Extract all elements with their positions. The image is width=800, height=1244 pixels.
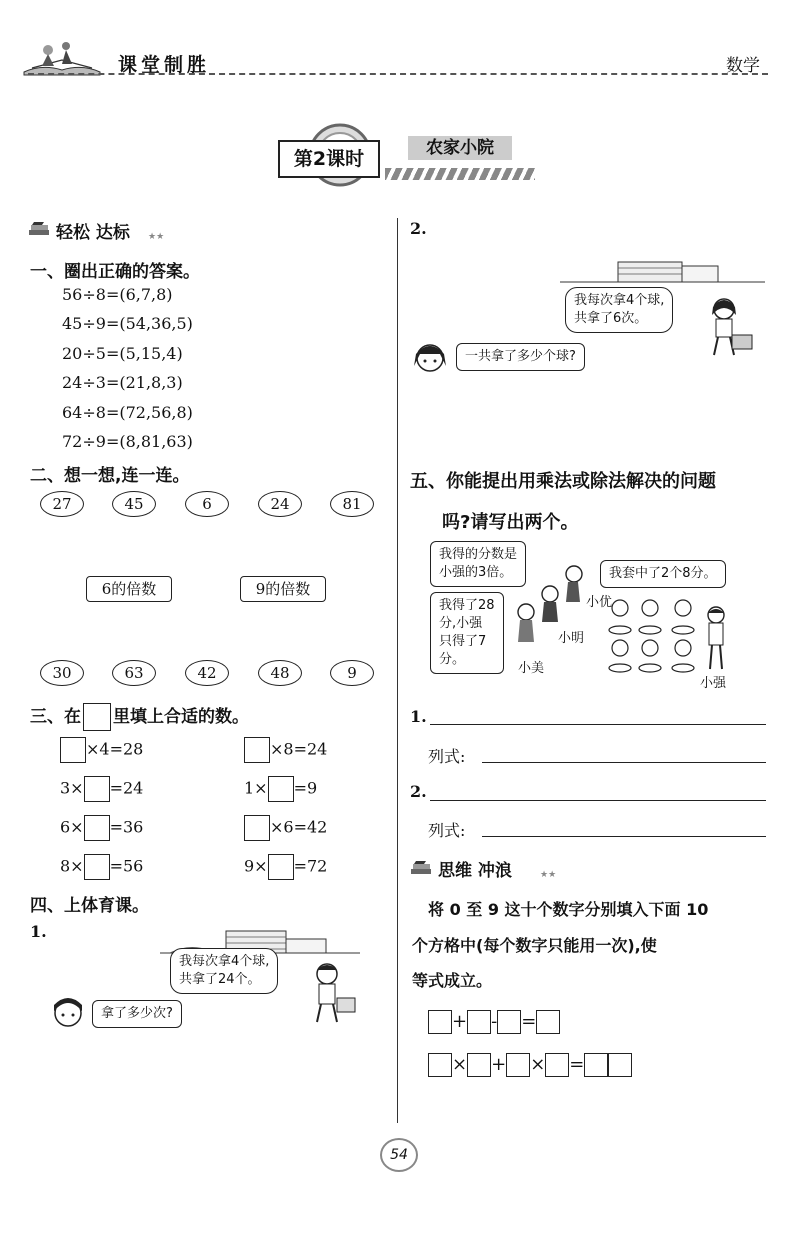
match-number-bottom[interactable]: 63 [112, 660, 156, 686]
bubble-text: 共拿了6次。 [574, 311, 648, 326]
speech-bubble-girl-2 [565, 287, 673, 333]
answer-box[interactable] [84, 815, 110, 841]
girl-face-icon [48, 995, 88, 1031]
subject-label: 数学 [726, 56, 760, 76]
match-number-top[interactable]: 81 [330, 491, 374, 517]
operator: = [521, 1011, 537, 1032]
q3-row-2b [244, 776, 317, 802]
q2-title: 二、想一想,连一连。 [30, 466, 190, 486]
q5-title-2: 吗?请写出两个。 [442, 512, 579, 533]
book-logo-icon [22, 38, 102, 76]
q3-row-1b [244, 737, 327, 763]
name-xiaoming: 小明 [558, 631, 585, 646]
boy-face-icon [408, 340, 452, 376]
column-divider [397, 218, 398, 1123]
puzzle-box[interactable] [428, 1010, 452, 1034]
q1-item: 72÷9=(8,81,63) [62, 432, 193, 451]
puzzle-equation-1 [428, 1010, 560, 1034]
formula-line-2[interactable] [482, 836, 766, 837]
match-number-top[interactable]: 45 [112, 491, 156, 517]
q3-row-1a [60, 737, 143, 763]
formula-label-1: 列式: [428, 747, 466, 766]
operator: = [569, 1054, 585, 1075]
puzzle-box[interactable] [608, 1053, 632, 1077]
decorative-stars-2: ★★ [540, 870, 557, 880]
match-number-top[interactable]: 24 [258, 491, 302, 517]
girl-with-basket-icon [700, 295, 755, 361]
example-box [83, 703, 111, 731]
q1-item: 24÷3=(21,8,3) [62, 373, 183, 392]
lesson-number: 第2课时 [278, 140, 380, 178]
header-logo [22, 38, 102, 76]
decorative-stripes [385, 168, 535, 180]
answer-box[interactable] [84, 854, 110, 880]
operator: + [452, 1011, 468, 1032]
answer-box[interactable] [84, 776, 110, 802]
match-number-bottom[interactable]: 30 [40, 660, 84, 686]
speech-bubble-score-3 [430, 592, 504, 674]
bubble-text: 分,小强 [439, 616, 483, 631]
answer-box[interactable] [268, 776, 294, 802]
decorative-stars: ★★ [148, 232, 165, 242]
q3-row-3a [60, 815, 143, 841]
speech-bubble-boy [170, 948, 278, 994]
bubble-text: 共拿了24个。 [179, 972, 261, 987]
formula-label-2: 列式: [428, 821, 466, 840]
q3-row-3b [244, 815, 327, 841]
puzzle-text-3: 等式成立。 [412, 971, 493, 990]
books-icon [28, 221, 50, 237]
bubble-text: 我每次拿4个球, [574, 293, 665, 308]
puzzle-text-2: 个方格中(每个数字只能用一次),使 [412, 936, 657, 955]
puzzle-box[interactable] [497, 1010, 521, 1034]
answer-number-2: 2. [410, 782, 427, 801]
q3-title-prefix: 三、在 [30, 707, 81, 727]
speech-bubble-score-2: 我套中了2个8分。 [600, 560, 726, 588]
answer-box[interactable] [244, 815, 270, 841]
lesson-title: 农家小院 [408, 136, 512, 160]
q1-title: 一、圈出正确的答案。 [30, 262, 200, 282]
match-number-top[interactable]: 27 [40, 491, 84, 517]
equation-text: =72 [293, 856, 328, 876]
equation-text: 3× [60, 778, 84, 798]
equation-text: ×6=42 [270, 817, 328, 837]
bubble-text: 只得了7 [439, 634, 487, 649]
formula-line-1[interactable] [482, 762, 766, 763]
answer-box[interactable] [60, 737, 86, 763]
puzzle-equation-2 [428, 1053, 632, 1077]
puzzle-text-1: 将 0 至 9 这十个数字分别填入下面 10 [428, 900, 709, 919]
multiples-of-6-box[interactable]: 6的倍数 [86, 576, 172, 602]
brand-title: 课堂制胜 [118, 54, 211, 76]
q1-item: 20÷5=(5,15,4) [62, 344, 183, 363]
puzzle-box[interactable] [506, 1053, 530, 1077]
bubble-text: 我得的分数是 [439, 547, 518, 562]
match-number-bottom[interactable]: 9 [330, 660, 374, 686]
name-xiaoyou: 小优 [586, 595, 613, 610]
answer-box[interactable] [268, 854, 294, 880]
school-building-icon-2 [560, 258, 765, 284]
equation-text: =56 [109, 856, 144, 876]
puzzle-box[interactable] [467, 1053, 491, 1077]
q1-item: 64÷8=(72,56,8) [62, 403, 193, 422]
section-title-easy: 轻松 达标 [56, 223, 130, 243]
page-number: 54 [380, 1138, 418, 1172]
boy-with-basket-icon [305, 960, 357, 1028]
equation-text: =24 [109, 778, 144, 798]
equation-text: ×4=28 [86, 739, 144, 759]
q3-title [30, 702, 249, 731]
operator: × [530, 1054, 546, 1075]
q3-row-4a [60, 854, 143, 880]
puzzle-box[interactable] [584, 1053, 608, 1077]
operator: + [491, 1054, 507, 1075]
right-sub-number: 2. [410, 219, 427, 238]
puzzle-box[interactable] [428, 1053, 452, 1077]
puzzle-box[interactable] [545, 1053, 569, 1077]
puzzle-box[interactable] [467, 1010, 491, 1034]
speech-bubble-girl: 拿了多少次? [92, 1000, 182, 1028]
books-icon-2 [410, 860, 432, 876]
answer-box[interactable] [244, 737, 270, 763]
section-title-challenge: 思维 冲浪 [438, 861, 512, 881]
bubble-text: 我得了28 [439, 598, 495, 613]
header-divider [28, 73, 768, 75]
xiaoqiang-figure-icon [700, 605, 732, 671]
multiples-of-9-box[interactable]: 9的倍数 [240, 576, 326, 602]
bubble-text: 我每次拿4个球, [179, 954, 270, 969]
bubble-text: 分。 [439, 652, 466, 667]
operator: - [491, 1011, 498, 1032]
answer-line-2[interactable] [430, 800, 766, 801]
answer-number-1: 1. [410, 707, 427, 726]
equation-text: 9× [244, 856, 268, 876]
name-xiaoqiang: 小强 [700, 676, 727, 691]
name-xiaomei: 小美 [518, 661, 545, 676]
match-number-top[interactable]: 6 [185, 491, 229, 517]
q3-row-4b [244, 854, 327, 880]
q1-item: 56÷8=(6,7,8) [62, 285, 173, 304]
operator: × [452, 1054, 468, 1075]
q3-title-suffix: 里填上合适的数。 [113, 707, 249, 727]
q3-row-2a [60, 776, 143, 802]
match-number-bottom[interactable]: 42 [185, 660, 229, 686]
q4-title: 四、上体育课。 [30, 896, 149, 916]
q4-sub-number: 1. [30, 922, 47, 941]
equation-text: =9 [293, 778, 318, 798]
equation-text: 1× [244, 778, 268, 798]
answer-line-1[interactable] [430, 724, 766, 725]
q5-title: 五、你能提出用乘法或除法解决的问题 [410, 471, 716, 492]
q1-item: 45÷9=(54,36,5) [62, 314, 193, 333]
bubble-text: 小强的3倍。 [439, 565, 513, 580]
equation-text: ×8=24 [270, 739, 328, 759]
equation-text: =36 [109, 817, 144, 837]
puzzle-box[interactable] [536, 1010, 560, 1034]
equation-text: 6× [60, 817, 84, 837]
speech-bubble-boy-2: 一共拿了多少个球? [456, 343, 585, 371]
match-number-bottom[interactable]: 48 [258, 660, 302, 686]
equation-text: 8× [60, 856, 84, 876]
